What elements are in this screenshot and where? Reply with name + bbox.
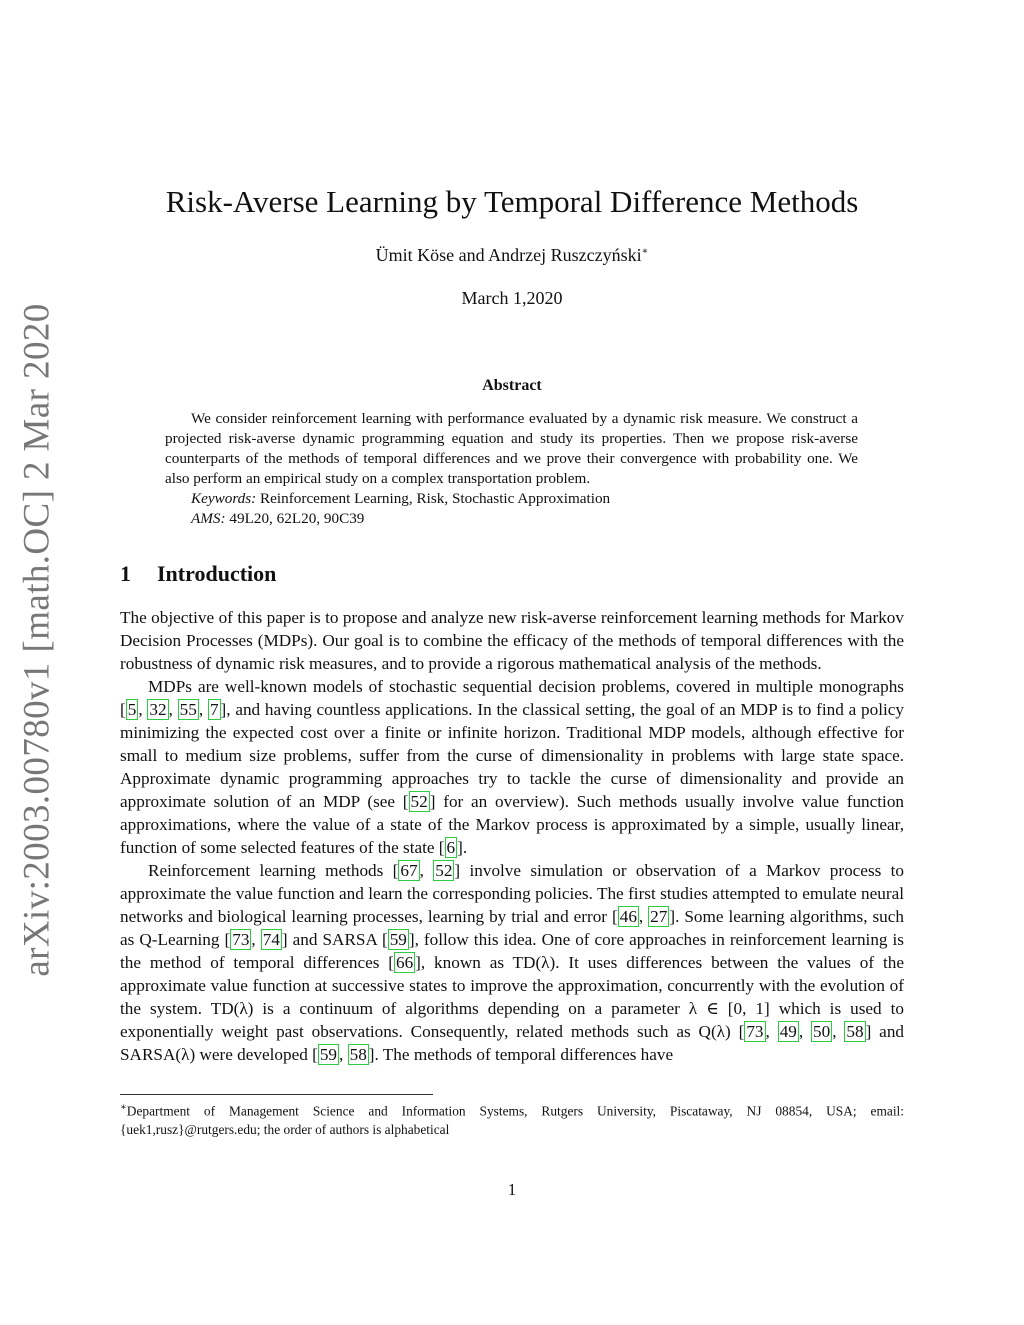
paragraph-text: ]. Some learning algorithms, such as Q-Learning [ <box>120 907 904 949</box>
citation-link[interactable]: 67 <box>400 861 418 880</box>
keywords-value: Reinforcement Learning, Risk, Stochastic Approximation <box>260 490 611 507</box>
paragraph-text: ] and SARSA(λ) were developed [ <box>120 1022 905 1064</box>
paragraph <box>120 859 904 1066</box>
arxiv-side-label <box>16 303 58 977</box>
paragraph-text: ], known as TD(λ). It uses differences between the values of the approximate value function at successive states to improve the approximation, concurrently with the evolution of the system. TD(λ) is a continuum of algorithms depending on a parameter λ ∈ [0, 1] which is used to exponentially weight past observations. Consequently, related methods such as Q(λ) [ <box>120 953 904 1041</box>
authors-line <box>0 245 1024 266</box>
citation-link[interactable]: 52 <box>410 792 428 811</box>
citation-link[interactable]: 59 <box>389 930 407 949</box>
paragraph-text: ], and having countless applications. In the classical setting, the goal of an MDP is to find a policy minimizing the expected cost over a finite or infinite horizon. Traditional MDP models, although effective for small to medium size problems, suffer from the curse of dimensionality in problems with large state space. Approximate dynamic programming approaches try to tackle the curse of dimensionality and provide an approximate solution of an MDP (see [ <box>120 700 904 811</box>
section-heading <box>120 561 276 587</box>
ams-value: 49L20, 62L20, 90C39 <box>229 510 365 527</box>
footnote-rule <box>120 1094 433 1095</box>
citation-link[interactable]: 66 <box>395 953 414 972</box>
paragraph-text: The objective of this paper is to propose and analyze new risk-averse reinforcement learning methods for Markov Decision Processes (MDPs). Our goal is to combine the efficacy of the methods of temporal differences with the robustness of dynamic risk measures, and to provide a rigorous mathematical analysis of the methods. <box>120 608 904 673</box>
paragraph-text: , <box>138 700 148 719</box>
citation-link[interactable]: 58 <box>846 1022 864 1041</box>
citation-link[interactable]: 32 <box>149 700 167 719</box>
paper-title: Risk-Averse Learning by Temporal Difference Methods <box>165 184 859 219</box>
paragraph-text: , <box>419 861 434 880</box>
paragraph-text: , <box>198 700 208 719</box>
ams-line <box>165 509 858 529</box>
citation-link[interactable]: 27 <box>650 907 668 926</box>
keywords-label: Keywords: <box>191 490 257 507</box>
citation-link[interactable]: 50 <box>813 1022 831 1041</box>
paragraph-text: , <box>251 930 261 949</box>
abstract-heading: Abstract <box>482 377 542 394</box>
citation-link[interactable]: 49 <box>779 1022 797 1041</box>
citation-link[interactable]: 46 <box>619 907 637 926</box>
citation-link[interactable]: 59 <box>319 1045 338 1064</box>
paragraph-text: MDPs are well-known models of stochastic sequential decision problems, covered in multiple monographs [ <box>120 677 904 719</box>
ams-label: AMS: <box>191 510 226 527</box>
citation-link[interactable]: 73 <box>232 930 250 949</box>
paragraph-text: ] for an overview). Such methods usually involve value function approximations, where the value of a state of the Markov process is approximated by a simple, usually linear, function of some selected features of the state [ <box>120 792 905 857</box>
paper-date: March 1,2020 <box>461 288 563 308</box>
citation-link[interactable]: 73 <box>746 1022 764 1041</box>
paragraph-text: ], follow this idea. One of core approaches in reinforcement learning is the method of temporal differences [ <box>120 930 904 972</box>
citation-link[interactable]: 7 <box>209 700 219 719</box>
paragraph-text: ] involve simulation or observation of a Markov process to approximate the value function and learn the corresponding policies. The first studies attempted to emulate neural networks and biological learning processes, learning by trial and error [ <box>120 861 905 926</box>
paragraph-text: , <box>638 907 649 926</box>
paragraph-text: , <box>798 1022 812 1041</box>
abstract-block <box>165 409 858 529</box>
paragraph <box>120 606 904 675</box>
citation-link[interactable]: 55 <box>179 700 197 719</box>
keywords-line <box>165 489 858 509</box>
paragraph-text: , <box>765 1022 778 1041</box>
citation-link[interactable]: 74 <box>262 930 280 949</box>
paragraph-text: ] and SARSA [ <box>281 930 388 949</box>
citation-link[interactable]: 6 <box>446 838 456 857</box>
paragraph-text: , <box>832 1022 845 1041</box>
author-names: Ümit Köse and Andrzej Ruszczyński <box>375 245 642 265</box>
arxiv-identifier: arXiv:2003.00780v1 [math.OC] 2 Mar 2020 <box>16 303 58 977</box>
citation-link[interactable]: 52 <box>435 861 453 880</box>
citation-link[interactable]: 58 <box>349 1045 367 1064</box>
paragraph-text: Reinforcement learning methods [ <box>148 861 399 880</box>
page-number: 1 <box>507 1180 517 1199</box>
footnote-mark: ∗ <box>120 1102 127 1113</box>
body-text <box>120 606 904 1066</box>
section-number: 1 <box>120 561 131 586</box>
paragraph-text: ]. <box>457 838 468 857</box>
paragraph <box>120 675 904 859</box>
author-footnote-mark: ∗ <box>641 246 649 257</box>
footnote-text: Department of Management Science and Information Systems, Rutgers University, Piscataway, NJ 08854, USA; email: {uek1,rusz}@rutgers.edu; the order of authors is alphabetical <box>120 1103 904 1138</box>
paragraph-text: , <box>339 1045 348 1064</box>
citation-link[interactable]: 5 <box>127 700 137 719</box>
section-title: Introduction <box>157 561 277 586</box>
abstract-text: We consider reinforcement learning with performance evaluated by a dynamic risk measure. We construct a projected risk-averse dynamic programming equation and study its properties. Then we propose risk-averse counterparts of the methods of temporal differences and we prove their convergence with probability one. We also perform an empirical study on a complex transportation problem. <box>165 410 858 487</box>
paragraph-text: , <box>168 700 178 719</box>
paragraph-text: ]. The methods of temporal differences have <box>368 1045 674 1064</box>
footnote <box>120 1098 904 1139</box>
